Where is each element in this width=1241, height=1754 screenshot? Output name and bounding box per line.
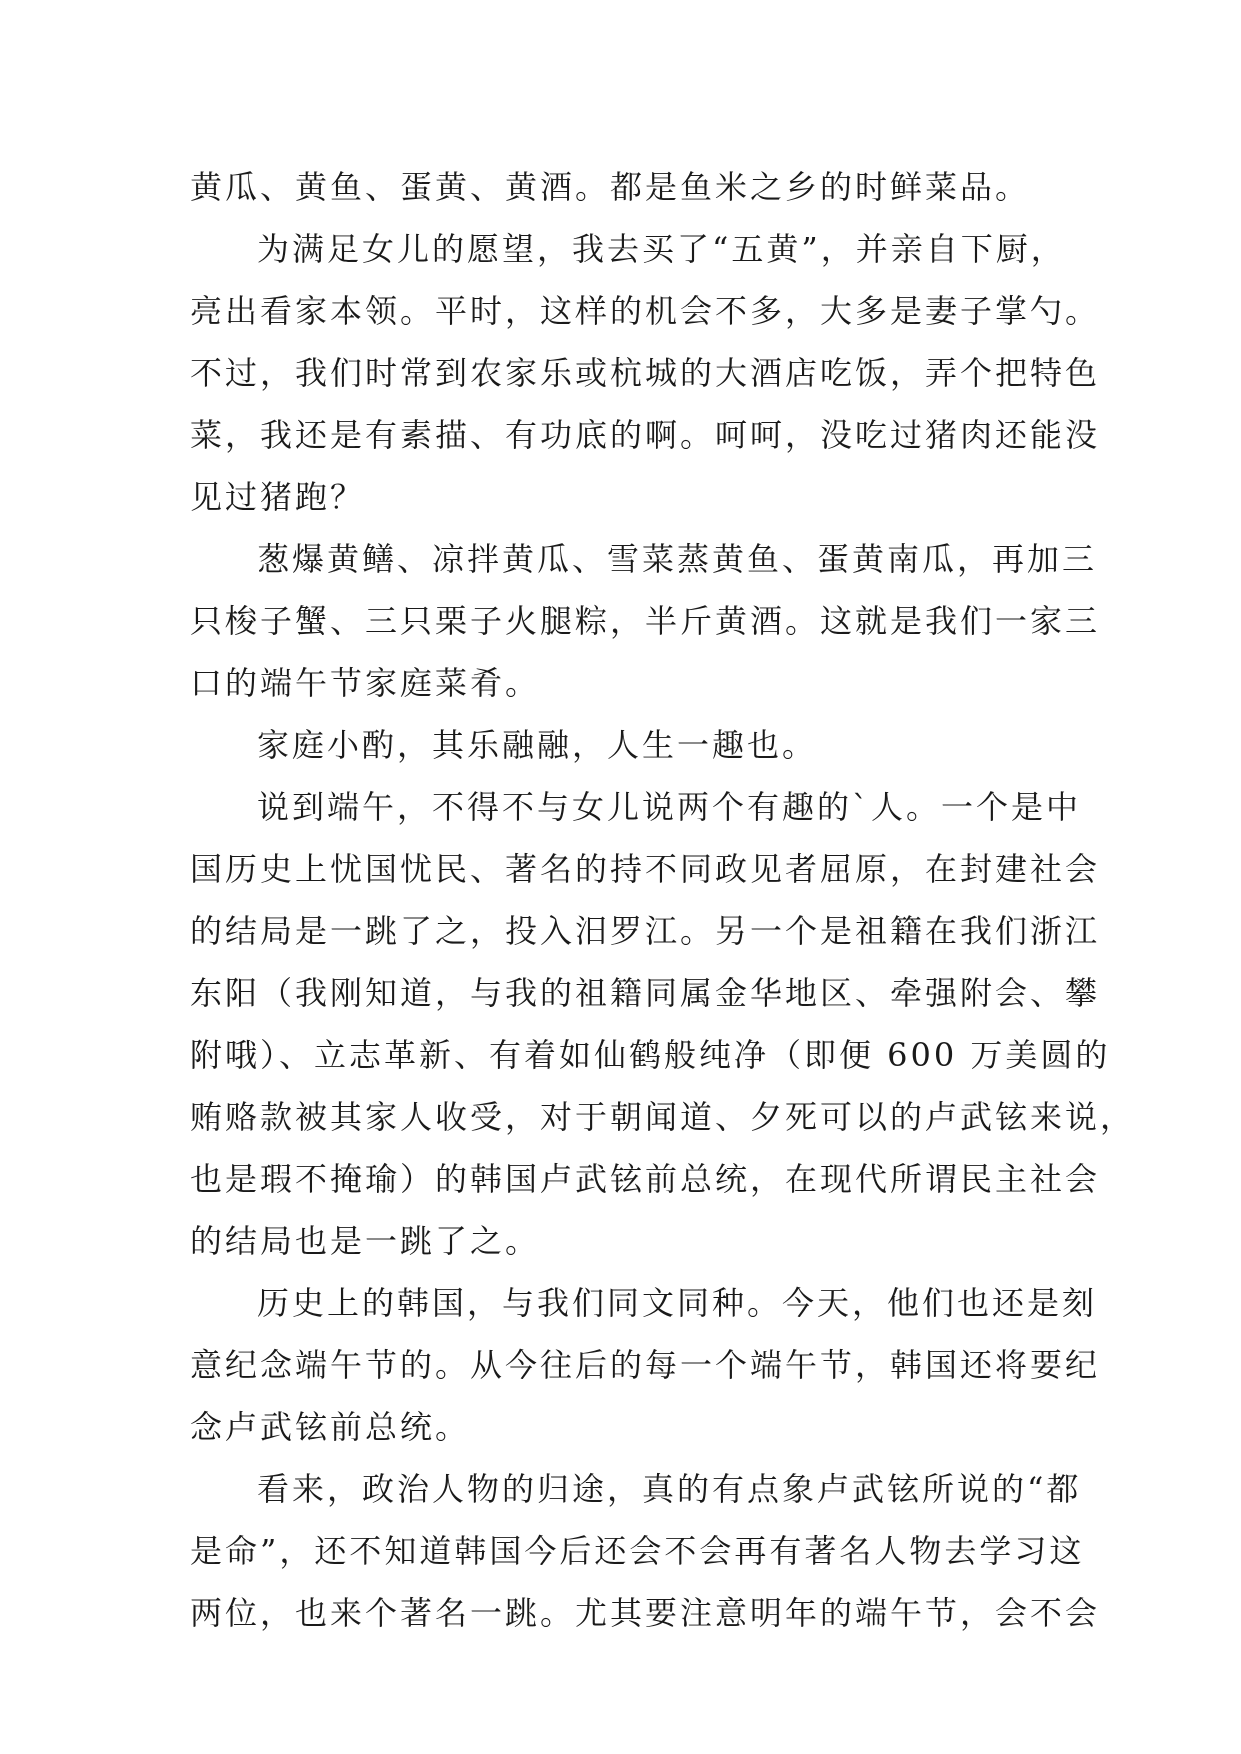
text-line: 两位，也来个著名一跳。尤其要注意明年的端午节，会不会	[190, 1594, 1101, 1632]
paragraph-start-line: 说到端午，不得不与女儿说两个有趣的`人。一个是中	[257, 788, 1082, 826]
text-line: 东阳（我刚知道，与我的祖籍同属金华地区、牵强附会、攀	[190, 974, 1101, 1012]
text-line: 也是瑕不掩瑜）的韩国卢武铉前总统，在现代所谓民主社会	[190, 1160, 1101, 1198]
text-line: 的结局也是一跳了之。	[190, 1222, 541, 1260]
text-line: 贿赂款被其家人收受，对于朝闻道、夕死可以的卢武铉来说，	[190, 1098, 1136, 1136]
paragraph-start-line: 葱爆黄鳝、凉拌黄瓜、雪菜蒸黄鱼、蛋黄南瓜，再加三	[257, 540, 1098, 578]
text-line: 只梭子蟹、三只栗子火腿粽，半斤黄酒。这就是我们一家三	[190, 602, 1101, 640]
text-line: 黄瓜、黄鱼、蛋黄、黄酒。都是鱼米之乡的时鲜菜品。	[190, 168, 1031, 206]
text-line: 菜，我还是有素描、有功底的啊。呵呵，没吃过猪肉还能没	[190, 416, 1101, 454]
text-line: 不过，我们时常到农家乐或杭城的大酒店吃饭，弄个把特色	[190, 354, 1101, 392]
paragraph-start-line: 家庭小酌，其乐融融，人生一趣也。	[257, 726, 818, 764]
text-line: 见过猪跑？	[190, 478, 366, 516]
text-line: 口的端午节家庭菜肴。	[190, 664, 541, 702]
text-line: 念卢武铉前总统。	[190, 1408, 471, 1446]
text-line: 国历史上忧国忧民、著名的持不同政见者屈原，在封建社会	[190, 850, 1101, 888]
paragraph-start-line: 看来，政治人物的归途，真的有点象卢武铉所说的“都	[257, 1470, 1082, 1508]
text-line: 的结局是一跳了之，投入汨罗江。另一个是祖籍在我们浙江	[190, 912, 1101, 950]
paragraph-start-line: 为满足女儿的愿望，我去买了“五黄”，并亲自下厨，	[257, 230, 1066, 268]
text-line: 附哦）、立志革新、有着如仙鹤般纯净（即便 600 万美圆的	[190, 1036, 1111, 1074]
text-line: 是命”，还不知道韩国今后还会不会再有著名人物去学习这	[190, 1532, 1085, 1570]
text-line: 意纪念端午节的。从今往后的每一个端午节，韩国还将要纪	[190, 1346, 1101, 1384]
article-body	[190, 156, 1136, 1644]
text-line: 亮出看家本领。平时，这样的机会不多，大多是妻子掌勺。	[190, 292, 1101, 330]
paragraph-start-line: 历史上的韩国，与我们同文同种。今天，他们也还是刻	[257, 1284, 1098, 1322]
